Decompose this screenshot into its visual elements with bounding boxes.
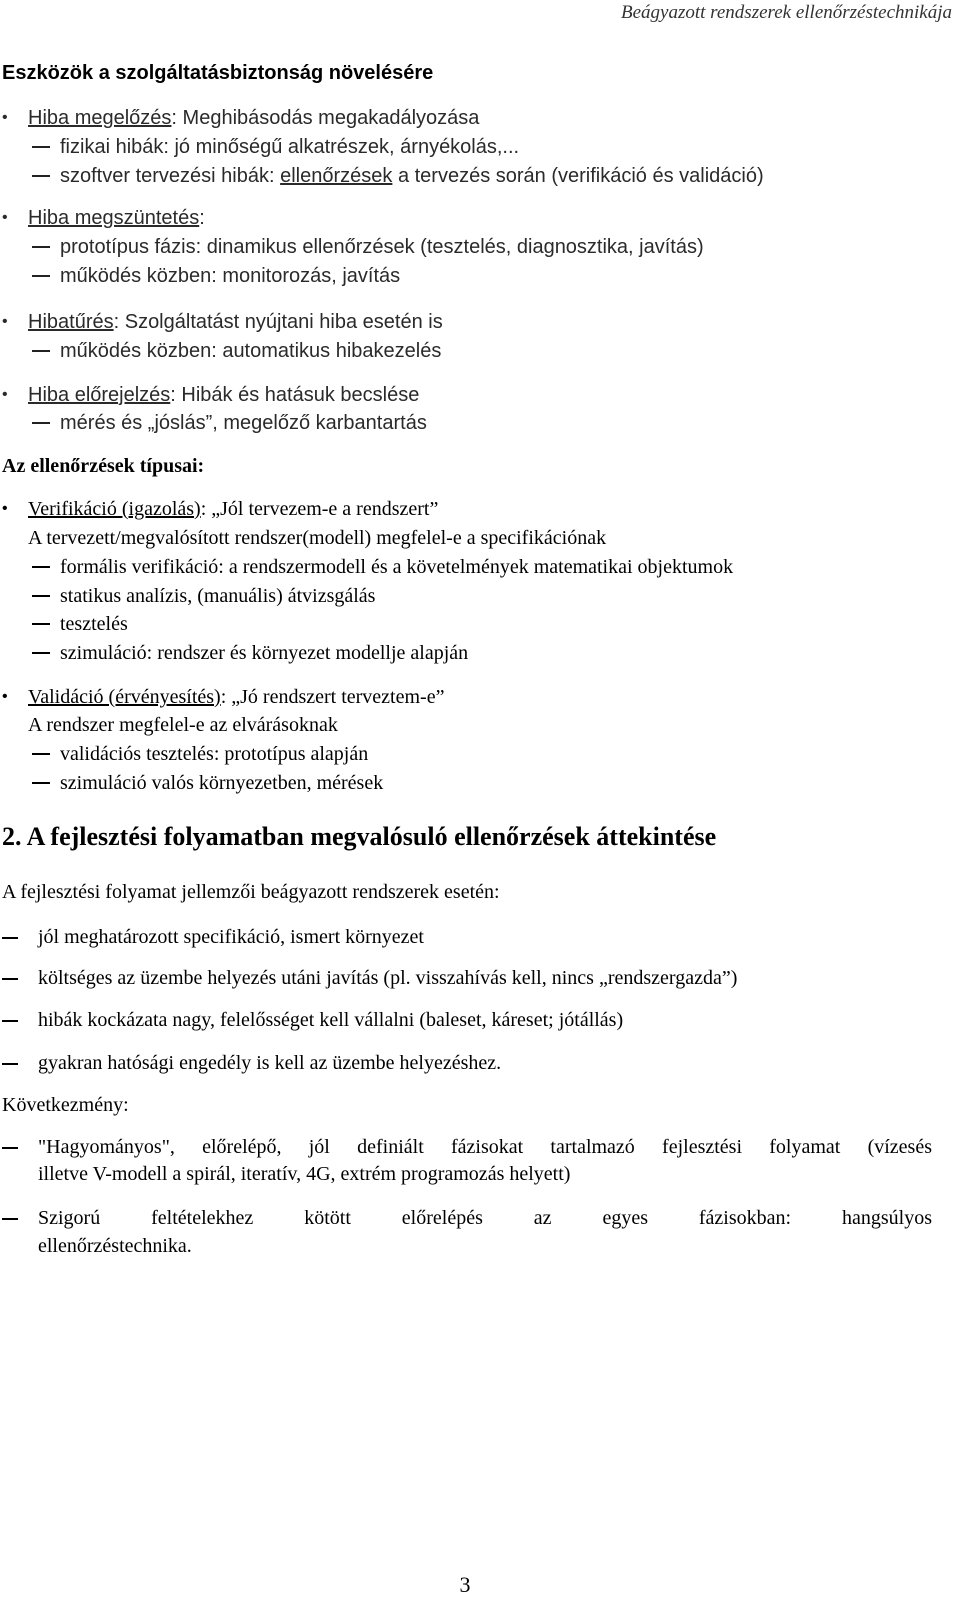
section-heading-tools: Eszközök a szolgáltatásbiztonság növelésére [2, 62, 434, 84]
consequence-label: Következmény: [2, 1094, 129, 1116]
dash-icon [32, 175, 50, 177]
dash-icon [2, 1063, 18, 1065]
dash-icon [32, 566, 50, 568]
bullet-dot-icon: • [2, 109, 8, 126]
bullet-dot-icon: • [2, 386, 8, 403]
dash-icon [32, 275, 50, 277]
intro-paragraph: A fejlesztési folyamat jellemzői beágyazott rendszerek esetén: [2, 881, 500, 903]
dash-icon [2, 1218, 18, 1220]
dash-icon [32, 422, 50, 424]
running-header: Beágyazott rendszerek ellenőrzéstechnikája [621, 2, 952, 23]
page-number: 3 [459, 1572, 471, 1597]
document-page: Beágyazott rendszerek ellenőrzéstechnikája Eszközök a szolgáltatásbiztonság növelésére • Hiba megelőzés: Meghibásodás megakadályozása fizikai hibák: jó minőségű alkatrészek, árnyékolás,... szoftver tervezési hibák: ellenőrzések a tervezés során (verifikáció és validáció) • Hiba megszüntetés: prototípus fázis: dinamikus ellenőrzések (tesztelés, diagnosztika, javítás) működés közben: monitorozás, javítás • Hibatűrés: Szolgáltatást nyújtani hiba esetén is működés közben: automatikus hibakezelés • Hiba előrejelzés: Hibák és hatásuk becslése mérés és „jóslás”, megelőző karbantartás Az ellenőrzések típusai: • Verifikáció (igazolás): „Jól tervezem-e a rendszert” A tervezett/megvalósított rendszer(modell) megfelel-e a specifikációnak formális verifikáció: a rendszermodell és a követelmények matematikai objektumok statikus analízis, (manuális) átvizsgálás tesztelés szimuláció: rendszer és környezet modellje alapján • Validáció (érvényesítés): „Jó rendszert terveztem-e” A rendszer megfelel-e az elvárásoknak validációs tesztelés: prototípus alapján szimuláció valós környezetben, mérések 2. A fejlesztési folyamatban megvalósuló ellenőrzések áttekintése A fejlesztési folyamat jellemzői beágyazott rendszerek esetén: jól meghatározott specifikáció, ismert környezet költséges az üzembe helyezés utáni javítás (pl. visszahívás kell, nincs „rendszergazda”) hibák kockázata nagy, felelősséget kell vállalni (baleset, káreset; jótállás) gyakran hatósági engedély is kell az üzembe helyezéshez. Következmény: "Hagyományos", előrelépő, jól definiált fázisokat tartalmazó fejlesztési folyamat (vízesés illetve V-modell a spirál, iteratív, 4G, extrém programozás helyett) Szigorú feltételekhez kötött előrelépés az egyes fázisokban: hangsúlyos ellenőrzéstechnika. 3 [0, 0, 960, 1608]
bullet-dot-icon: • [2, 500, 8, 517]
bullet-dot-icon: • [2, 313, 8, 330]
dash-icon [32, 595, 50, 597]
dash-icon [32, 753, 50, 755]
dash-icon [32, 246, 50, 248]
bullet-dot-icon: • [2, 209, 8, 226]
bullet-dot-icon: • [2, 688, 8, 705]
dash-icon [2, 1147, 18, 1149]
dash-icon [32, 652, 50, 654]
section-title-2: 2. A fejlesztési folyamatban megvalósuló ellenőrzések áttekintése [2, 822, 717, 851]
section-heading-types: Az ellenőrzések típusai: [2, 455, 205, 477]
dash-icon [32, 782, 50, 784]
dash-icon [2, 978, 18, 980]
dash-icon [2, 1020, 18, 1022]
dash-icon [32, 623, 50, 625]
term-hiba-megelozes: Hiba megelőzés [28, 107, 172, 129]
dash-icon [32, 350, 50, 352]
dash-icon [32, 146, 50, 148]
dash-icon [2, 937, 18, 939]
